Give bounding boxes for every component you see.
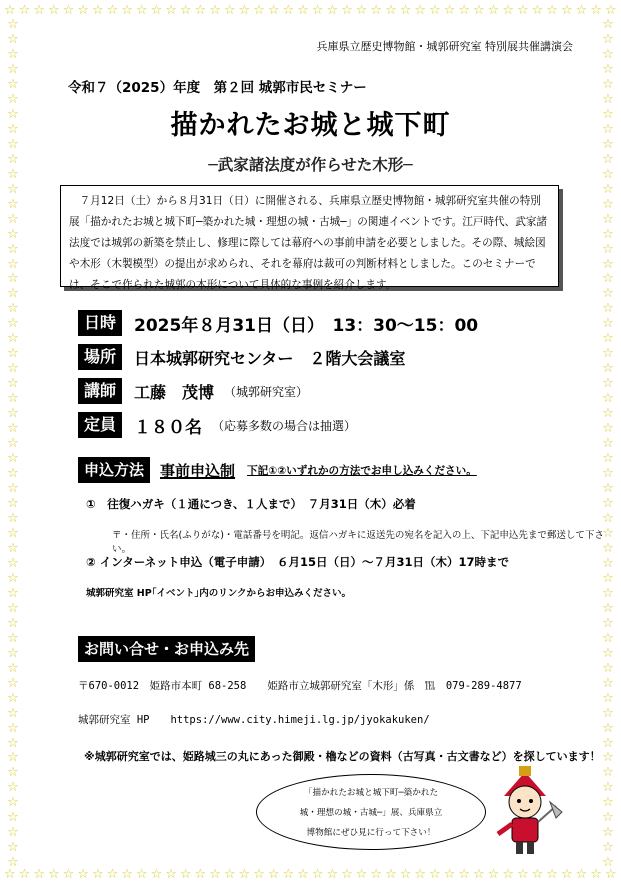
star-icon: ☆ [7,795,19,811]
lecturer-value: 工藤 茂博 [134,382,215,402]
speech-bubble [256,774,486,850]
star-icon: ☆ [7,585,19,601]
star-icon: ☆ [602,331,614,347]
star-icon: ☆ [4,867,16,882]
contact-label: お問い合せ・お申込み先 [78,636,255,662]
star-icon: ☆ [267,3,280,18]
star-icon: ☆ [7,106,19,122]
star-icon: ☆ [355,867,368,882]
star-icon: ☆ [326,867,339,882]
intro-box: ７月12日（土）から８月31日（日）に開催される、兵庫県立歴史博物館・城郭研究室共催の特別展「描かれたお城と城下町─築かれた城・理想の城・古城─」の関連イベントです。江戸時代、武家諸法度では城郭の新築を禁止し、修理に際しては幕府への事前申請を必要としました。その際、城絵図や木形（木製模型）の提出が求められ、それを幕府は裁可の判断材料としました。このセミナーでは、そこで作られた城郭の木形について具体的な事例を紹介します。 [60,185,559,287]
star-icon: ☆ [33,3,45,18]
method-online: ② インターネット申込（電子申請） ６月15日（日）～７月31日（木）17時まで [86,555,509,569]
star-icon: ☆ [194,867,207,882]
star-icon: ☆ [604,3,617,18]
star-icon: ☆ [7,645,19,661]
page-subtitle: ─武家諸法度が作らせた木形─ [208,156,413,174]
star-icon: ☆ [604,867,617,882]
star-icon: ☆ [602,406,614,422]
star-icon: ☆ [473,3,485,18]
star-icon: ☆ [209,867,221,882]
star-icon: ☆ [150,3,163,18]
star-icon: ☆ [560,867,573,882]
star-icon: ☆ [602,181,614,197]
star-icon: ☆ [7,316,19,332]
star-icon: ☆ [429,867,441,882]
star-icon: ☆ [602,286,614,302]
contact-address: 〒670-0012 姫路市本町 68-258 姫路市立城郭研究室「木形」係 ℡ 079-289-4877 [78,680,522,692]
star-icon: ☆ [602,720,614,736]
star-icon: ☆ [7,810,19,826]
star-icon: ☆ [602,256,614,272]
star-icon: ☆ [135,867,148,882]
star-icon: ☆ [165,3,177,18]
star-icon: ☆ [106,867,119,882]
star-icon: ☆ [7,615,19,631]
star-icon: ☆ [370,3,383,18]
star-icon: ☆ [602,421,614,437]
star-border-left [4,18,22,870]
star-icon: ☆ [602,346,614,362]
star-icon: ☆ [487,867,500,882]
star-icon: ☆ [575,3,588,18]
star-icon: ☆ [7,121,19,137]
star-icon: ☆ [7,540,19,556]
contact-hp[interactable]: 城郭研究室 HP https://www.city.himeji.lg.jp/jyokakuken/ [78,714,430,726]
star-icon: ☆ [602,316,614,332]
star-icon: ☆ [7,406,19,422]
star-icon: ☆ [341,3,353,18]
star-icon: ☆ [7,525,19,541]
star-icon: ☆ [602,481,614,497]
star-icon: ☆ [209,3,221,18]
method-online-detail: 城郭研究室 HP｢イベント｣内のリンクからお申込みください。 [86,588,352,599]
star-icon: ☆ [238,3,251,18]
star-icon: ☆ [18,3,31,18]
star-icon: ☆ [326,3,339,18]
star-icon: ☆ [399,867,412,882]
star-icon: ☆ [297,3,309,18]
star-icon: ☆ [7,720,19,736]
star-icon: ☆ [7,436,19,452]
star-icon: ☆ [602,705,614,721]
star-icon: ☆ [602,525,614,541]
star-icon: ☆ [62,867,75,882]
star-icon: ☆ [546,867,558,882]
star-icon: ☆ [7,136,19,152]
star-icon: ☆ [516,867,529,882]
application-note: 下記①②いずれかの方法でお申し込みください。 [247,464,477,477]
star-icon: ☆ [602,61,614,77]
star-icon: ☆ [253,867,265,882]
star-icon: ☆ [7,271,19,287]
star-icon: ☆ [18,867,31,882]
application-label: 申込方法 [78,457,150,483]
star-icon: ☆ [7,211,19,227]
date-row [78,310,478,336]
star-icon: ☆ [267,867,280,882]
star-icon: ☆ [7,46,19,62]
star-icon: ☆ [602,151,614,167]
capacity-value: １８０名 [134,417,203,438]
star-icon: ☆ [7,675,19,691]
star-icon: ☆ [7,241,19,257]
place-label: 場所 [78,344,122,370]
star-icon: ☆ [458,3,470,18]
star-icon: ☆ [223,3,236,18]
star-icon: ☆ [282,3,295,18]
star-icon: ☆ [602,510,614,526]
star-icon: ☆ [602,91,614,107]
star-icon: ☆ [602,391,614,407]
application-type: 事前申込制 [160,461,236,480]
star-icon: ☆ [602,361,614,377]
star-icon: ☆ [7,825,19,841]
star-icon: ☆ [194,3,207,18]
star-icon: ☆ [7,17,19,32]
lecturer-row [78,378,308,404]
star-icon: ☆ [590,867,602,882]
bubble-line-2: 城・理想の城・古城─」展、兵庫県立 [299,808,443,818]
star-icon: ☆ [531,3,544,18]
star-icon: ☆ [282,867,295,882]
star-icon: ☆ [7,481,19,497]
star-icon: ☆ [602,136,614,152]
page-title: 描かれたお城と城下町 [170,110,451,141]
star-icon: ☆ [602,600,614,616]
star-icon: ☆ [602,451,614,467]
star-icon: ☆ [414,3,427,18]
organizer-line: 兵庫県立歴史博物館・城郭研究室 特別展共催講演会 [316,40,573,53]
star-icon: ☆ [602,630,614,646]
star-icon: ☆ [602,555,614,571]
star-icon: ☆ [253,3,265,18]
star-icon: ☆ [458,867,470,882]
date-value: 2025年８月31日（日） 13：30～15：00 [134,315,479,336]
star-icon: ☆ [399,3,412,18]
star-icon: ☆ [385,3,397,18]
star-icon: ☆ [7,840,19,856]
star-icon: ☆ [77,867,89,882]
star-icon: ☆ [7,166,19,182]
star-icon: ☆ [602,840,614,856]
star-icon: ☆ [602,31,614,47]
star-icon: ☆ [165,867,177,882]
star-border-right [599,18,617,870]
capacity-row [78,412,356,438]
star-icon: ☆ [7,301,19,317]
star-icon: ☆ [443,3,456,18]
star-icon: ☆ [443,867,456,882]
star-icon: ☆ [179,3,192,18]
appeal-notice: ※城郭研究室では、姫路城三の丸にあった御殿・櫓などの資料（古写真・古文書など）を探しています！ [84,750,601,763]
star-icon: ☆ [33,867,45,882]
seminar-series: 令和７（2025）年度 第２回 城郭市民セミナー [68,80,367,96]
star-icon: ☆ [602,106,614,122]
star-icon: ☆ [602,675,614,691]
star-icon: ☆ [7,286,19,302]
star-icon: ☆ [602,570,614,586]
star-icon: ☆ [602,466,614,482]
star-icon: ☆ [7,376,19,392]
star-icon: ☆ [385,867,397,882]
method-postcard-detail: 〒・住所・氏名(ふりがな)・電話番号を明記。返信ハガキに返送先の宛名を記入の上、下記申込先まで郵送して下さい。 [112,530,604,555]
star-icon: ☆ [7,421,19,437]
star-icon: ☆ [602,271,614,287]
star-icon: ☆ [602,376,614,392]
star-icon: ☆ [602,615,614,631]
star-icon: ☆ [602,226,614,242]
star-icon: ☆ [150,867,163,882]
star-icon: ☆ [7,660,19,676]
star-icon: ☆ [7,750,19,766]
capacity-note: （応募多数の場合は抽選） [212,418,357,433]
star-icon: ☆ [91,3,104,18]
star-icon: ☆ [7,466,19,482]
star-icon: ☆ [77,3,89,18]
star-icon: ☆ [7,181,19,197]
place-value: 日本城郭研究センター ２階大会議室 [134,348,406,368]
star-icon: ☆ [311,3,324,18]
star-icon: ☆ [7,735,19,751]
castle-mascot-icon [486,762,564,858]
star-icon: ☆ [7,61,19,77]
star-icon: ☆ [7,361,19,377]
star-icon: ☆ [7,31,19,47]
bubble-line-3: 博物館にぜひ見に行って下さい！ [306,828,436,838]
star-icon: ☆ [602,211,614,227]
star-icon: ☆ [602,660,614,676]
star-icon: ☆ [502,3,514,18]
star-icon: ☆ [7,510,19,526]
star-icon: ☆ [602,46,614,62]
star-icon: ☆ [7,91,19,107]
star-icon: ☆ [47,3,60,18]
star-icon: ☆ [602,17,614,32]
star-icon: ☆ [487,3,500,18]
star-icon: ☆ [602,166,614,182]
star-icon: ☆ [602,780,614,796]
star-icon: ☆ [7,555,19,571]
star-icon: ☆ [602,241,614,257]
star-icon: ☆ [602,196,614,212]
star-icon: ☆ [602,690,614,706]
star-icon: ☆ [135,3,148,18]
star-icon: ☆ [238,867,251,882]
star-icon: ☆ [91,867,104,882]
star-icon: ☆ [7,256,19,272]
star-icon: ☆ [560,3,573,18]
bubble-line-1: 「描かれたお城と城下町─築かれた [303,788,439,798]
star-icon: ☆ [4,3,16,18]
star-icon: ☆ [106,3,119,18]
star-icon: ☆ [179,867,192,882]
star-icon: ☆ [223,867,236,882]
star-icon: ☆ [590,3,602,18]
star-icon: ☆ [7,331,19,347]
star-icon: ☆ [7,570,19,586]
star-icon: ☆ [7,630,19,646]
capacity-label: 定員 [78,412,122,438]
star-icon: ☆ [7,391,19,407]
star-icon: ☆ [311,867,324,882]
star-icon: ☆ [370,867,383,882]
star-icon: ☆ [602,645,614,661]
star-icon: ☆ [7,451,19,467]
star-icon: ☆ [502,867,514,882]
star-icon: ☆ [7,855,19,871]
lecturer-note: （城郭研究室） [224,384,309,399]
method-postcard: ① 往復ハガキ（１通につき、１人まで） ７月31日（木）必着 [86,497,416,511]
star-icon: ☆ [7,705,19,721]
star-icon: ☆ [602,735,614,751]
star-icon: ☆ [7,226,19,242]
star-icon: ☆ [602,496,614,511]
star-icon: ☆ [602,810,614,826]
star-icon: ☆ [602,765,614,781]
star-icon: ☆ [602,750,614,766]
star-icon: ☆ [516,3,529,18]
star-icon: ☆ [473,867,485,882]
star-icon: ☆ [62,3,75,18]
star-icon: ☆ [602,436,614,452]
date-label: 日時 [78,310,122,336]
star-icon: ☆ [355,3,368,18]
lecturer-label: 講師 [78,378,122,404]
star-icon: ☆ [602,795,614,811]
star-border-bottom [0,868,621,886]
star-icon: ☆ [602,76,614,92]
star-icon: ☆ [429,3,441,18]
star-icon: ☆ [7,151,19,167]
star-icon: ☆ [7,196,19,212]
star-icon: ☆ [7,690,19,706]
star-icon: ☆ [602,855,614,871]
star-icon: ☆ [121,867,133,882]
star-icon: ☆ [546,3,558,18]
star-icon: ☆ [531,867,544,882]
star-icon: ☆ [47,867,60,882]
star-icon: ☆ [341,867,353,882]
star-icon: ☆ [7,765,19,781]
star-border-top [0,4,621,22]
star-icon: ☆ [7,76,19,92]
star-icon: ☆ [602,825,614,841]
star-icon: ☆ [602,121,614,137]
star-icon: ☆ [297,867,309,882]
application-header [78,457,477,483]
star-icon: ☆ [602,301,614,317]
star-icon: ☆ [602,540,614,556]
star-icon: ☆ [602,585,614,601]
star-icon: ☆ [575,867,588,882]
star-icon: ☆ [414,867,427,882]
star-icon: ☆ [7,780,19,796]
place-row [78,344,405,370]
star-icon: ☆ [121,3,133,18]
star-icon: ☆ [7,496,19,511]
star-icon: ☆ [7,346,19,362]
star-icon: ☆ [7,600,19,616]
